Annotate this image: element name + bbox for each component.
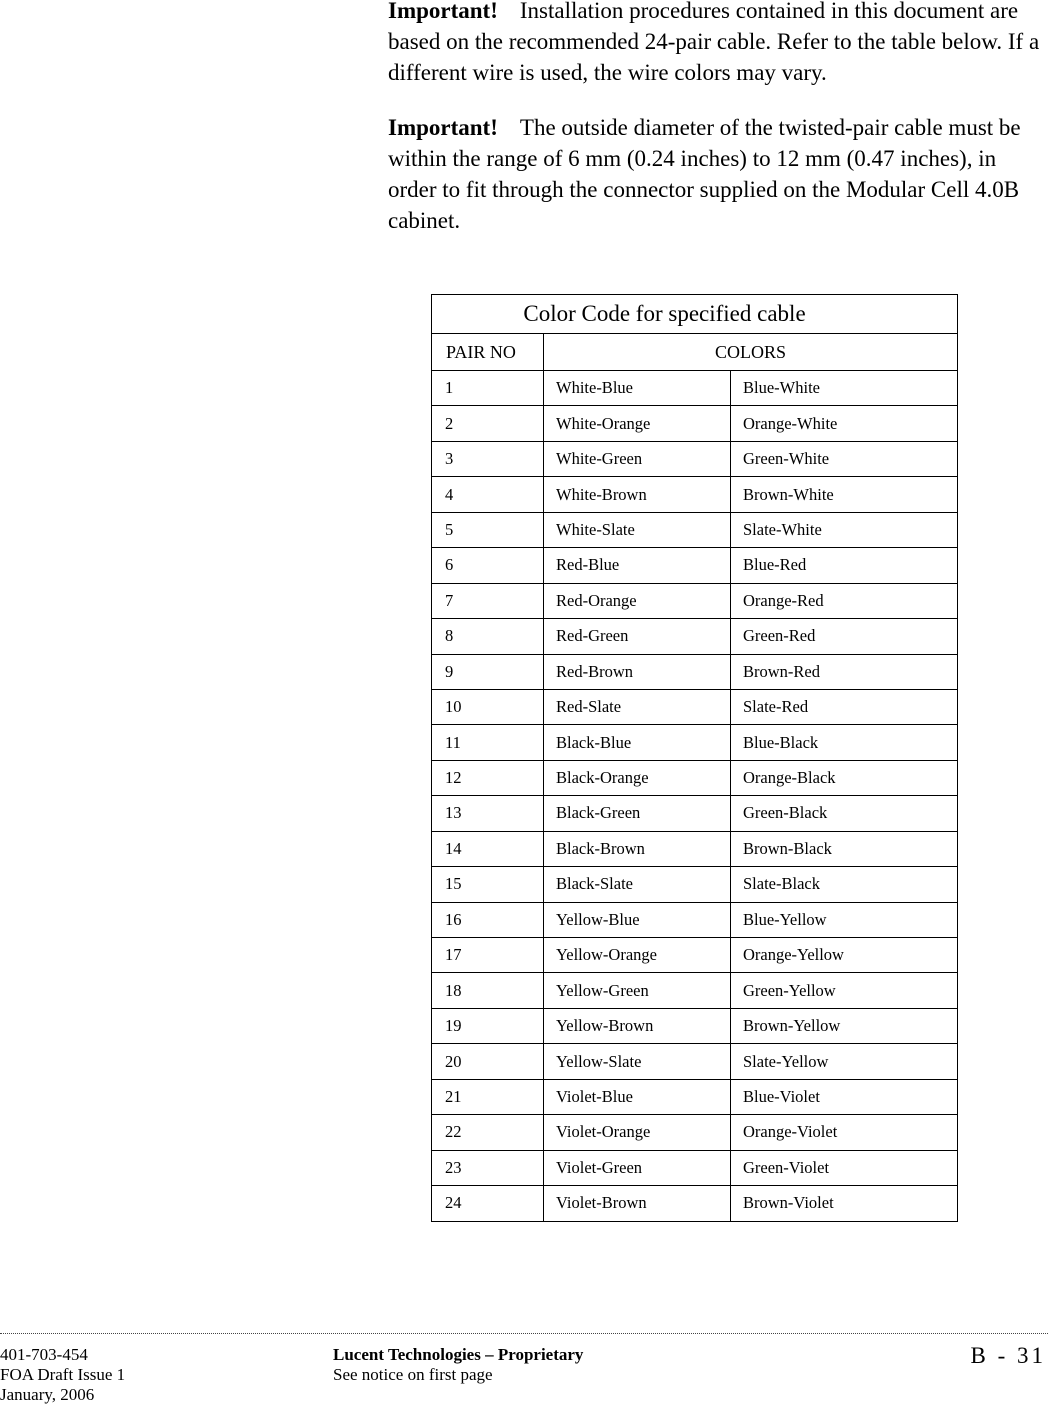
table-row: [432, 477, 958, 512]
first-color-cell: White-Orange: [544, 406, 731, 441]
pair-number-cell: 16: [432, 902, 544, 937]
footer-doc-info: [0, 1345, 125, 1405]
notice-reference: See notice on first page: [333, 1365, 493, 1384]
table-row: [432, 406, 958, 441]
table-row: [432, 831, 958, 866]
pair-number-cell: 4: [432, 477, 544, 512]
first-color-cell: Black-Brown: [544, 831, 731, 866]
second-color-cell: Brown-Black: [731, 831, 958, 866]
table-row: [432, 441, 958, 476]
second-color-cell: Green-Black: [731, 796, 958, 831]
pair-number-cell: 7: [432, 583, 544, 618]
pair-number-cell: 17: [432, 938, 544, 973]
issue-date: January, 2006: [0, 1385, 95, 1404]
table-row: [432, 654, 958, 689]
second-color-cell: Blue-Violet: [731, 1079, 958, 1114]
table-row: [432, 1150, 958, 1185]
table-row: [432, 619, 958, 654]
second-color-cell: Green-Violet: [731, 1150, 958, 1185]
pair-number-cell: 20: [432, 1044, 544, 1079]
footer-proprietary: [333, 1345, 583, 1385]
table-row: [432, 796, 958, 831]
table-row: [432, 1115, 958, 1150]
pair-number-cell: 13: [432, 796, 544, 831]
pair-number-cell: 3: [432, 441, 544, 476]
pair-number-cell: 24: [432, 1186, 544, 1221]
important-label: Important!: [388, 115, 498, 140]
table-title: Color Code for specified cable: [432, 295, 958, 334]
pair-number-cell: 1: [432, 371, 544, 406]
pair-number-cell: 21: [432, 1079, 544, 1114]
table-body: [432, 371, 958, 1222]
issue-label: FOA Draft Issue 1: [0, 1365, 126, 1384]
second-color-cell: Blue-Yellow: [731, 902, 958, 937]
second-color-cell: Slate-Yellow: [731, 1044, 958, 1079]
first-color-cell: Violet-Green: [544, 1150, 731, 1185]
first-color-cell: White-Slate: [544, 512, 731, 547]
second-color-cell: Brown-Red: [731, 654, 958, 689]
second-color-cell: Slate-Black: [731, 867, 958, 902]
important-label: Important!: [388, 0, 498, 23]
footer-divider: [0, 1333, 1048, 1334]
first-color-cell: Yellow-Orange: [544, 938, 731, 973]
important-note-1: [388, 0, 1048, 88]
second-color-cell: Slate-White: [731, 512, 958, 547]
table-row: [432, 1079, 958, 1114]
important-note-2: [388, 112, 1048, 236]
table-row: [432, 512, 958, 547]
pair-number-cell: 14: [432, 831, 544, 866]
table-row: [432, 725, 958, 760]
first-color-cell: Violet-Brown: [544, 1186, 731, 1221]
first-color-cell: White-Brown: [544, 477, 731, 512]
second-color-cell: Blue-Black: [731, 725, 958, 760]
second-color-cell: Brown-White: [731, 477, 958, 512]
first-color-cell: Red-Orange: [544, 583, 731, 618]
first-color-cell: Red-Green: [544, 619, 731, 654]
company-notice: Lucent Technologies – Proprietary: [333, 1345, 584, 1364]
pair-number-cell: 8: [432, 619, 544, 654]
table-row: [432, 1008, 958, 1043]
first-color-cell: Red-Slate: [544, 689, 731, 724]
pair-number-cell: 6: [432, 548, 544, 583]
pair-number-cell: 12: [432, 760, 544, 795]
second-color-cell: Orange-Yellow: [731, 938, 958, 973]
first-color-cell: White-Green: [544, 441, 731, 476]
second-color-cell: Blue-White: [731, 371, 958, 406]
pair-number-cell: 10: [432, 689, 544, 724]
pair-number-cell: 23: [432, 1150, 544, 1185]
pair-number-cell: 19: [432, 1008, 544, 1043]
table-row: [432, 902, 958, 937]
pair-number-cell: 11: [432, 725, 544, 760]
first-color-cell: Yellow-Brown: [544, 1008, 731, 1043]
first-color-cell: White-Blue: [544, 371, 731, 406]
first-color-cell: Yellow-Green: [544, 973, 731, 1008]
table-row: [432, 371, 958, 406]
first-color-cell: Yellow-Slate: [544, 1044, 731, 1079]
second-color-cell: Orange-White: [731, 406, 958, 441]
first-color-cell: Red-Blue: [544, 548, 731, 583]
table-row: [432, 1044, 958, 1079]
pair-number-cell: 9: [432, 654, 544, 689]
pair-no-header: PAIR NO: [432, 334, 544, 371]
color-code-table: [431, 294, 958, 1222]
pair-number-cell: 22: [432, 1115, 544, 1150]
table-row: [432, 760, 958, 795]
first-color-cell: Yellow-Blue: [544, 902, 731, 937]
second-color-cell: Orange-Red: [731, 583, 958, 618]
second-color-cell: Brown-Yellow: [731, 1008, 958, 1043]
second-color-cell: Green-Red: [731, 619, 958, 654]
second-color-cell: Brown-Violet: [731, 1186, 958, 1221]
important-text: Installation procedures contained in this document are based on the recommended 24-pair cable. Refer to the table below. If a different wire is used, the wire colors may vary.: [388, 0, 1040, 85]
pair-number-cell: 15: [432, 867, 544, 902]
table-row: [432, 867, 958, 902]
pair-number-cell: 18: [432, 973, 544, 1008]
important-text: The outside diameter of the twisted-pair cable must be within the range of 6 mm (0.24 inches) to 12 mm (0.47 inches), in order to fit through the connector supplied on the Modular Cell 4.0B cabinet.: [388, 115, 1021, 233]
table-row: [432, 938, 958, 973]
colors-header: COLORS: [544, 334, 958, 371]
second-color-cell: Orange-Black: [731, 760, 958, 795]
second-color-cell: Orange-Violet: [731, 1115, 958, 1150]
first-color-cell: Violet-Orange: [544, 1115, 731, 1150]
table-row: [432, 548, 958, 583]
first-color-cell: Black-Orange: [544, 760, 731, 795]
pair-number-cell: 2: [432, 406, 544, 441]
table-row: [432, 583, 958, 618]
first-color-cell: Black-Green: [544, 796, 731, 831]
second-color-cell: Blue-Red: [731, 548, 958, 583]
second-color-cell: Green-White: [731, 441, 958, 476]
first-color-cell: Black-Slate: [544, 867, 731, 902]
first-color-cell: Violet-Blue: [544, 1079, 731, 1114]
first-color-cell: Black-Blue: [544, 725, 731, 760]
second-color-cell: Slate-Red: [731, 689, 958, 724]
page-number: B - 31: [970, 1343, 1046, 1368]
first-color-cell: Red-Brown: [544, 654, 731, 689]
second-color-cell: Green-Yellow: [731, 973, 958, 1008]
table-row: [432, 1186, 958, 1221]
table-row: [432, 689, 958, 724]
table-row: [432, 973, 958, 1008]
pair-number-cell: 5: [432, 512, 544, 547]
doc-number: 401-703-454: [0, 1345, 88, 1364]
